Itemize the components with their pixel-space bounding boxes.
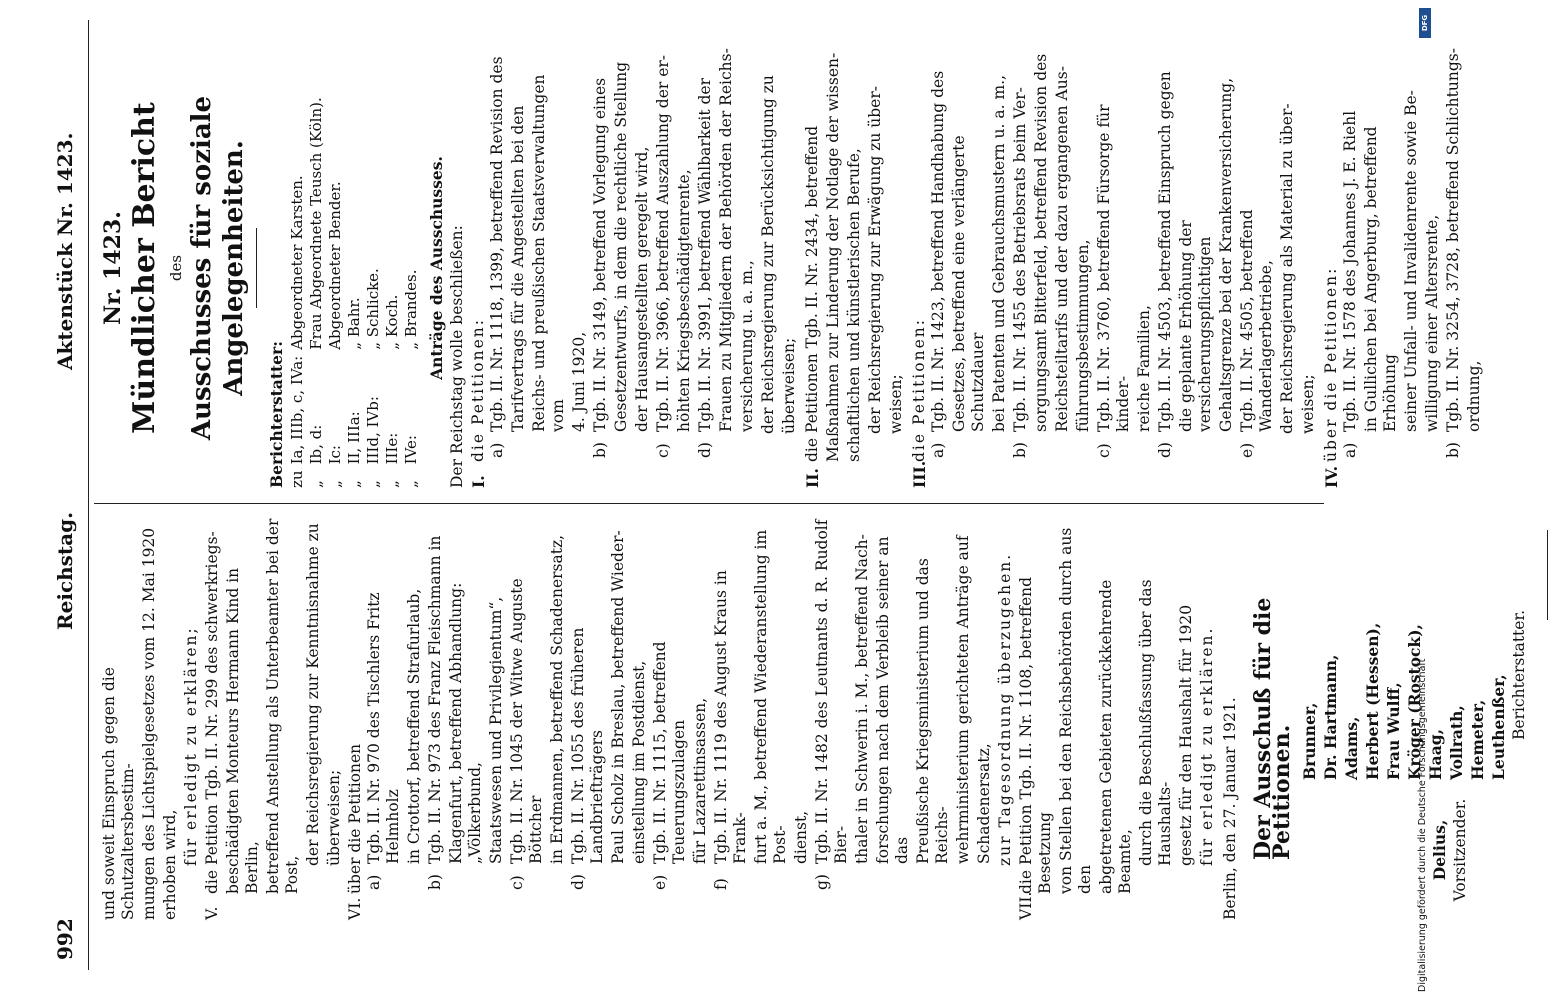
item-text bbox=[651, 515, 712, 864]
item-line: Reichsteiltarifs und der dazu ergangenen Aus- bbox=[1053, 66, 1071, 432]
member-name: Hemeter, bbox=[1468, 699, 1487, 780]
item-text bbox=[1444, 48, 1486, 432]
action-line: weisen; bbox=[887, 374, 905, 434]
item-line: versicherung u. a. m., bbox=[738, 260, 756, 432]
item-line: Gehaltsgrenze bei der Krankenversicherung, bbox=[1217, 77, 1235, 432]
page-number: 992 bbox=[53, 918, 77, 960]
berichterstatter-row bbox=[383, 91, 402, 488]
item-line: Tgb. II. Nr. 1119 des August Kraus in Frank- bbox=[712, 570, 749, 864]
item-line: in Crottorf, betreffend Strafurlaub, bbox=[405, 588, 423, 864]
item-line: Schadenersatz, bbox=[975, 743, 993, 864]
antraege-heading: Anträge des Ausschusses. bbox=[427, 156, 446, 380]
intro-text bbox=[100, 515, 180, 920]
section-label: I. bbox=[469, 475, 488, 488]
item-text bbox=[508, 515, 569, 864]
item-line: Tgb. II. Nr. 1055 des früheren Landbriefträgers bbox=[569, 627, 606, 864]
item-letter: g) bbox=[813, 874, 831, 890]
item-line: reiche Familien, bbox=[1135, 305, 1153, 432]
item-line: ordnung, bbox=[1465, 360, 1483, 432]
item-letter: b) bbox=[426, 874, 444, 890]
item-line: Gesetzes, betreffend eine verlängerte Schutzdauer bbox=[950, 135, 987, 432]
member-name: Herbert (Hessen), bbox=[1363, 622, 1382, 780]
title-rule bbox=[256, 228, 257, 308]
item-letter: b) bbox=[1011, 442, 1029, 458]
item-text bbox=[929, 48, 1011, 432]
berichterstatter-pre: „ bbox=[326, 480, 344, 488]
berichterstatter-ref: IIIe: bbox=[383, 432, 401, 465]
item-text bbox=[1341, 48, 1444, 432]
date-line: Berlin, den 27. Januar 1921. bbox=[1221, 697, 1239, 920]
item-line: in Gullichen bei Angerburg, betreffend Erhöhung bbox=[1362, 126, 1399, 432]
section-iii bbox=[910, 48, 929, 488]
text-line: die Petition Tgb. II. Nr. 299 des schwerkriegs- bbox=[203, 531, 221, 894]
section-i-action bbox=[759, 48, 799, 488]
item-line: Tgb. II. Nr. 1578 des Johannes J. E. Riehl bbox=[1341, 110, 1359, 432]
header-rule bbox=[88, 20, 89, 970]
action-line: überweisen; bbox=[325, 769, 343, 866]
item-line: furt a. M., betreffend Wiederanstellung im Post- bbox=[752, 529, 789, 864]
item-letter: d) bbox=[569, 874, 587, 890]
report-title: Mündlicher Bericht bbox=[127, 102, 162, 434]
item-line: Tgb. II. Nr. 973 des Franz Fleischmann in bbox=[426, 535, 444, 864]
member-name: Brunner, bbox=[1300, 702, 1319, 780]
item-text bbox=[488, 48, 591, 432]
berichterstatter-row bbox=[307, 91, 326, 488]
page-header bbox=[53, 40, 84, 960]
column-divider bbox=[94, 503, 1324, 504]
list-item bbox=[813, 515, 996, 920]
list-item bbox=[696, 48, 759, 488]
berichterstatter-row bbox=[364, 91, 383, 488]
section-ii-action bbox=[866, 48, 906, 488]
section-label: VII. bbox=[1017, 891, 1035, 920]
section-text: die Petitionen: bbox=[910, 318, 928, 462]
text-line: durch die Beschlußfassung über das Haushalts- bbox=[1137, 579, 1174, 866]
item-letter: b) bbox=[1444, 442, 1462, 458]
item-line: sorgungsamt Bitterfeld, betreffend Revision des bbox=[1032, 53, 1050, 432]
item-line: Tgb. II. Nr. 3966, betreffend Auszahlung der er- bbox=[654, 54, 672, 432]
member-name: Dr. Hartmann, bbox=[1321, 654, 1340, 780]
text-line: die Petition Tgb. II. Nr. 1108, betreffend Besetzung bbox=[1017, 576, 1054, 894]
header-right: Aktenstück Nr. 1423. bbox=[53, 132, 77, 370]
action-line: überweisen; bbox=[780, 337, 798, 434]
item-line: in Erdmannen, betreffend Schadenersatz, bbox=[548, 534, 566, 864]
member-name: Vollrath, bbox=[1447, 705, 1466, 780]
berichterstatter-ref: IVe: bbox=[402, 435, 420, 465]
berichterstatter-row bbox=[326, 91, 345, 488]
chair-title: Vorsitzender. bbox=[1451, 798, 1469, 902]
list-item bbox=[488, 48, 591, 488]
item-line: Paul Scholz in Breslau, betreffend Wieder- bbox=[609, 530, 627, 864]
item-line: seiner Unfall- und Invalidenrente sowie Be- bbox=[1402, 90, 1420, 432]
section-text bbox=[203, 515, 304, 894]
section-iii-action bbox=[1278, 48, 1318, 488]
item-line: Frauen zu Mitgliedern der Behörden der Reichs- bbox=[717, 48, 735, 432]
item-text bbox=[591, 62, 654, 432]
list-item bbox=[1011, 48, 1095, 488]
list-item bbox=[1444, 48, 1486, 488]
item-line: Klagenfurt, betreffend Abhandlung: „Völkerbund, bbox=[447, 582, 484, 864]
dfg-logo-text: DFG bbox=[1421, 14, 1429, 32]
berichterstatter-row bbox=[288, 91, 307, 488]
list-item bbox=[1238, 48, 1278, 488]
item-line: führungsbestimmungen, bbox=[1074, 239, 1092, 432]
member-name: Haag, bbox=[1426, 729, 1445, 780]
berichterstatter-pre: „ bbox=[383, 480, 401, 488]
item-line: für Lazarettinsassen, bbox=[691, 697, 709, 864]
item-text bbox=[1156, 48, 1238, 432]
text-line: beschädigten Monteurs Hermann Kind in Berlin, bbox=[224, 567, 261, 894]
item-line: Tgb. II. Nr. 1045 der Witwe Auguste Böttcher bbox=[508, 578, 545, 864]
berichterstatter-ref: Ia, IIIb, c, IVa: bbox=[288, 355, 306, 465]
text-line: gesetz für den Haushalt für 1920 bbox=[1177, 604, 1195, 866]
left-column bbox=[100, 515, 1548, 920]
list-item bbox=[1095, 48, 1156, 488]
item-letter: d) bbox=[696, 442, 714, 458]
section-label: V. bbox=[203, 906, 221, 920]
list-item bbox=[651, 515, 712, 920]
intro-line: mungen des Lichtspielgesetzes vom 12. Mai 1920 bbox=[140, 527, 158, 920]
item-line: Tgb. II. Nr. 1115, betreffend Teuerungszulagen bbox=[651, 641, 688, 864]
resolution-intro: Der Reichstag wolle beschließen: bbox=[448, 225, 466, 488]
item-line: die geplante Erhöhung der versicherungspflichtigen bbox=[1177, 220, 1214, 432]
berichterstatter-table bbox=[288, 91, 421, 488]
item-text bbox=[654, 55, 696, 432]
intro-action: für erledigt zu erklären; bbox=[182, 626, 200, 866]
item-line: Tarifvertrags für die Angestellten bei den bbox=[509, 105, 527, 432]
section-iii-items bbox=[929, 48, 1278, 488]
item-line: höhten Kriegsbeschädigtenrente, bbox=[675, 169, 693, 432]
text-line: schaftlichen und künstlerischen Berufe, bbox=[845, 148, 863, 462]
item-line: Tgb. II. Nr. 970 des Tischlers Fritz Helmholz bbox=[365, 592, 402, 864]
list-item bbox=[508, 515, 569, 920]
item-line: Reichs- und preußischen Staatsverwaltungen vom bbox=[530, 74, 567, 432]
text-line: Maßnahmen zur Linderung der Notlage der wissen- bbox=[824, 52, 842, 462]
berichterstatter-row bbox=[402, 91, 421, 488]
text-line: von Stellen bei den Reichsbehörden durch aus den bbox=[1057, 527, 1094, 894]
section-label: III. bbox=[910, 460, 929, 488]
section-i-items bbox=[488, 48, 759, 488]
list-item bbox=[426, 515, 508, 920]
section-i bbox=[469, 48, 488, 488]
item-line: Tgb. II. Nr. 3254, 3728, betreffend Schlichtungs- bbox=[1444, 48, 1462, 432]
section-vi-items bbox=[365, 515, 996, 920]
action-line: der Reichsregierung zur Erwägung zu über- bbox=[866, 86, 884, 434]
berichterstatter-ref: Ib, d: bbox=[307, 424, 325, 465]
item-text bbox=[712, 515, 813, 864]
intro-line: und soweit Einspruch gegen die Schutzaltersbestim- bbox=[100, 667, 137, 920]
berichterstatter-ref: Ic: bbox=[326, 445, 344, 465]
section-vii bbox=[1017, 515, 1137, 920]
item-text bbox=[569, 515, 651, 864]
signature-block bbox=[1250, 515, 1548, 920]
item-letter: c) bbox=[654, 443, 672, 458]
section-ii bbox=[803, 48, 866, 488]
item-line: willigung einer Altersrente, bbox=[1423, 214, 1441, 432]
item-letter: e) bbox=[651, 874, 669, 890]
section-v-action bbox=[304, 515, 344, 920]
section-vi bbox=[346, 515, 365, 920]
member-name: Kröger (Rostock), bbox=[1405, 624, 1424, 780]
list-item bbox=[1156, 48, 1238, 488]
section-text bbox=[1017, 515, 1137, 894]
section-vii-action: für erledigt zu erklären. bbox=[1198, 626, 1216, 866]
list-item bbox=[929, 48, 1011, 488]
list-item bbox=[712, 515, 813, 920]
committee-title: Ausschusses für soziale Angelegenheiten. bbox=[187, 95, 249, 441]
right-column bbox=[100, 48, 1486, 488]
section-label: VI. bbox=[346, 897, 364, 920]
report-des: des bbox=[167, 254, 185, 282]
berichterstatter-pre: „ bbox=[307, 480, 325, 488]
section-text: über die Petitionen: bbox=[1322, 266, 1340, 462]
item-letter: e) bbox=[1238, 442, 1256, 458]
section-iv-items bbox=[1341, 48, 1486, 488]
berichterstatter-pre: „ bbox=[364, 480, 382, 488]
section-text bbox=[803, 53, 866, 462]
item-line: Staatswesen und Privilegientum“, bbox=[487, 596, 505, 864]
list-item bbox=[654, 48, 696, 488]
item-text bbox=[1238, 48, 1278, 432]
berichterstatter-row bbox=[345, 91, 364, 488]
item-line: dienst, bbox=[792, 810, 810, 864]
item-line: thaler in Schwerin i. M., betreffend Nach- bbox=[853, 534, 871, 864]
member-name: Leuthenßer, bbox=[1489, 674, 1508, 780]
section-label: IV. bbox=[1322, 466, 1341, 488]
item-letter: c) bbox=[508, 875, 526, 890]
item-line: forschungen nach dem Verbleib seiner an das bbox=[874, 536, 911, 864]
berichterstatter-name: Abgeordneter Bender. bbox=[326, 181, 344, 350]
item-letter: c) bbox=[1095, 443, 1113, 458]
berichterstatter-name: „ Schlicke. bbox=[364, 268, 382, 350]
berichterstatter-name: „ Bahr. bbox=[345, 297, 363, 350]
item-text bbox=[1095, 48, 1156, 432]
dfg-logo bbox=[1419, 8, 1431, 38]
item-line: Tgb. II. Nr. 4503, betreffend Einspruch gegen bbox=[1156, 71, 1174, 432]
item-text bbox=[696, 48, 759, 432]
action-line: der Reichsregierung zur Berücksichtigung zu bbox=[759, 75, 777, 434]
action-line: der Reichsregierung als Material zu über- bbox=[1278, 103, 1296, 434]
margin-text: Digitalisierung gefördert durch die Deutsche Forschungsgemeinschaft bbox=[1417, 658, 1428, 992]
berichterstatter-name: „ Brandes. bbox=[402, 269, 420, 350]
item-line: Preußische Kriegsministerium und das Reichs- bbox=[914, 558, 951, 864]
berichterstatter-name: Abgeordneter Karsten. bbox=[288, 175, 306, 350]
item-text bbox=[426, 515, 508, 864]
chair-name: Delius, bbox=[1430, 819, 1449, 881]
document-number: Nr. 1423. bbox=[100, 211, 126, 325]
item-line: Tgb. II. Nr. 3991, betreffend Wählbarkeit der bbox=[696, 77, 714, 432]
berichterstatter-name: „ Koch. bbox=[383, 294, 401, 350]
names-end: Berichterstatter. bbox=[1510, 609, 1528, 740]
item-line: der Hausangestellten geregelt wird, bbox=[633, 146, 651, 432]
section-text: die Petitionen: bbox=[469, 318, 487, 462]
item-line: Tgb. II. Nr. 3760, betreffend Fürsorge für kinder- bbox=[1095, 104, 1132, 432]
item-line: Tgb. II. Nr. 3149, betreffend Vorlegung eines bbox=[591, 77, 609, 432]
item-line: Tgb. II. Nr. 1423, betreffend Handhabung des bbox=[929, 70, 947, 432]
header-center: Reichstag. bbox=[53, 511, 77, 630]
item-letter: b) bbox=[591, 442, 609, 458]
section-v bbox=[203, 515, 304, 920]
item-line: Tgb. II. Nr. 1482 des Leutnants d. R. Rudolf Bier- bbox=[813, 519, 850, 864]
item-letter: a) bbox=[929, 442, 947, 458]
item-line: Gesetzentwurfs, in dem die rechtliche Stellung bbox=[612, 61, 630, 432]
item-text bbox=[365, 515, 426, 864]
list-item bbox=[569, 515, 651, 920]
item-text bbox=[813, 515, 996, 864]
member-name: Frau Wulff, bbox=[1384, 682, 1403, 780]
item-letter: d) bbox=[1156, 442, 1174, 458]
section-label: II. bbox=[803, 468, 822, 488]
berichterstatter-pre: zu bbox=[288, 470, 306, 488]
text-line: betreffend Anstellung als Unterbeamter bei der Post, bbox=[264, 518, 301, 894]
item-line: bei Patenten und Gebrauchsmustern u. a. m., bbox=[990, 74, 1008, 432]
section-vi-action: zur Tagesordnung überzugehen. bbox=[996, 552, 1014, 866]
item-line: Tgb. II. Nr. 1455 des Betriebsrats beim Ver- bbox=[1011, 87, 1029, 432]
list-item bbox=[365, 515, 426, 920]
berichterstatter-ref: II, IIIa: bbox=[345, 411, 363, 465]
section-vii-text2 bbox=[1137, 515, 1196, 920]
section-iv bbox=[1322, 48, 1341, 488]
berichterstatter-name: Frau Abgeordnete Teusch (Köln). bbox=[307, 97, 325, 350]
item-line: wehrministerium gerichteten Anträge auf bbox=[954, 535, 972, 864]
berichterstatter-pre: „ bbox=[345, 480, 363, 488]
item-letter: a) bbox=[488, 442, 506, 458]
item-line: einstellung im Postdienst, bbox=[630, 660, 648, 864]
berichterstatter-pre: „ bbox=[402, 480, 420, 488]
chair bbox=[1430, 780, 1548, 920]
intro-line: erhoben wird, bbox=[161, 809, 179, 920]
item-text bbox=[1011, 54, 1095, 432]
item-letter: a) bbox=[1341, 442, 1359, 458]
item-letter: f) bbox=[712, 878, 730, 890]
item-letter: a) bbox=[365, 874, 383, 890]
item-line: 4. Juni 1920, bbox=[570, 331, 588, 432]
action-line: weisen; bbox=[1299, 374, 1317, 434]
text-line: abgetretenen Gebieten zurückkehrende Beamte, bbox=[1097, 579, 1134, 894]
item-line: Tgb. II. Nr. 4505, betreffend Wanderlagerbetriebe, bbox=[1238, 209, 1275, 432]
berichterstatter-heading: Berichterstatter: bbox=[267, 341, 286, 488]
item-line: Tgb. II. Nr. 1118, 1399, betreffend Revision des bbox=[488, 56, 506, 432]
signature-title: Der Ausschuß für die Petitionen. bbox=[1250, 597, 1295, 860]
list-item bbox=[591, 48, 654, 488]
berichterstatter-ref: IIId, IVb: bbox=[364, 396, 382, 465]
text-line: die Petitionen Tgb. II. Nr. 2434, betreffend bbox=[803, 125, 821, 462]
list-item bbox=[1341, 48, 1444, 488]
section-text: über die Petitionen bbox=[346, 743, 364, 894]
member-name: Adams, bbox=[1342, 716, 1361, 780]
action-line: der Reichsregierung zur Kenntnisnahme zu bbox=[304, 523, 322, 866]
